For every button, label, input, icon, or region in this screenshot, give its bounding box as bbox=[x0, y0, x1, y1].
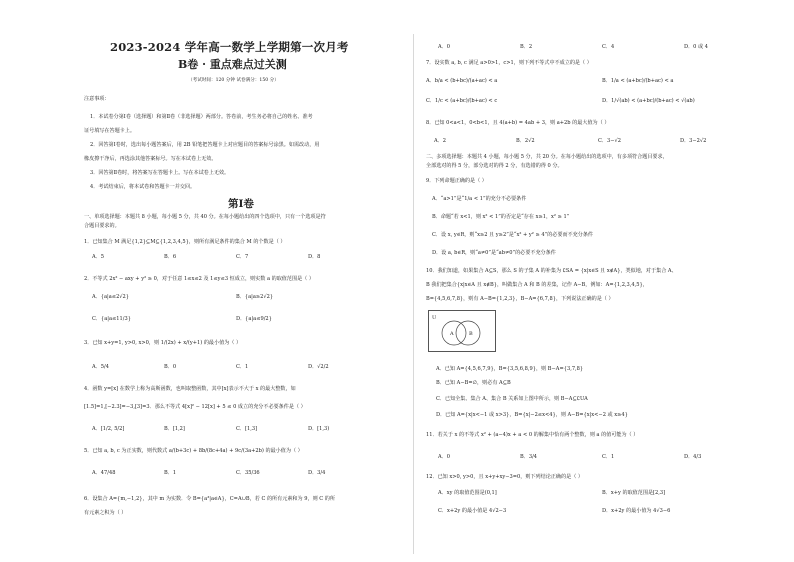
option: C．已知全集、集合 A、集合 B 关系如上图中所示，则 B−A⊆∁UA bbox=[436, 396, 588, 402]
option: B．1/a < (a+bc)/(b+ac) < a bbox=[602, 78, 674, 84]
notice-line: 2．回答第Ⅰ卷时，选出每小题答案后，用 2B 铅笔把答题卡上对应题目的答案标号涂黑。如需改动，用 bbox=[90, 142, 320, 148]
option: D．[1,3) bbox=[308, 426, 330, 432]
option: A．2 bbox=[434, 138, 447, 144]
set-b-circle bbox=[456, 321, 480, 345]
venn-diagram bbox=[428, 310, 496, 352]
notice-line: 3．回答第Ⅱ卷时，将答案写在答题卡上。写在本试卷上无效。 bbox=[90, 170, 230, 176]
question-5: 5．已知 a, b, c 为正实数，则代数式 a/(b+3c) + 8b/(8c+4a) + 9c/(3a+2b) 的最小值为（ ） bbox=[84, 448, 303, 454]
question-10: 10．我们知道，如果集合 A⊆S，那么 S 的子集 A 的补集为 ∁SA = {x|x∈S 且 x∉A}，类似地，对于集合 A、 bbox=[426, 268, 677, 274]
question-1: 1．已知集合 M 满足{1,2}⊆M⊆{1,2,3,4,5}，则所有满足条件的集合 M 的个数是（ ） bbox=[84, 239, 286, 245]
option: D．√2/2 bbox=[308, 364, 329, 370]
part-one-heading: 第Ⅰ卷 bbox=[228, 198, 254, 210]
option: A．已知 A={4,5,6,7,9}，B={3,5,6,8,9}，则 B−A={3,7,8} bbox=[436, 366, 584, 372]
notice-heading: 注意事项： bbox=[84, 96, 110, 102]
option: B．[1,2] bbox=[164, 426, 185, 432]
option: C．x+2y 的最小值是 4√2−3 bbox=[438, 508, 507, 514]
question-3: 3．已知 x+y=1, y>0, x>0，则 1/(2x) + x/(y+1) 的最小值为（ ） bbox=[84, 340, 242, 346]
question-12: 12．已知 x>0, y>0，且 x+y+xy−3=0，则下列结论正确的是（ ） bbox=[426, 474, 583, 480]
option: D．{a|a≤9/2} bbox=[236, 316, 272, 322]
option: C．1 bbox=[602, 454, 615, 460]
question-7: 7．设实数 a, b, c 满足 a>0>1，c>1，则下列不等式中不成立的是（ ） bbox=[426, 60, 592, 66]
option: C．35/36 bbox=[236, 470, 260, 476]
set-a-circle bbox=[442, 321, 466, 345]
notice-line: 4．考试结束后，将本试卷和答题卡一并交回。 bbox=[90, 184, 196, 190]
option: A．5/4 bbox=[92, 364, 109, 370]
venn-label-a: A bbox=[450, 331, 454, 337]
section-two-line: 全部选对的得 5 分，部分选对的得 2 分，有选错的得 0 分。 bbox=[426, 163, 563, 169]
question-4: 4．函数 y=[x] 在数学上称为高斯函数，也叫取整函数，其中[x]表示不大于 x 的最大整数，如 bbox=[84, 386, 296, 392]
option: B．2 bbox=[520, 44, 533, 50]
venn-label-b: B bbox=[469, 331, 473, 337]
option: D．0 或 4 bbox=[684, 44, 708, 50]
option: D．已知 A={x|x<−1 或 x>3}，B={x|−2≤x<4}，则 A−B={x|x<−2 或 x≥4} bbox=[436, 412, 628, 418]
section-two-line: 二、多项选择题：本题共 4 小题，每小题 5 分，共 20 分。在每小题给出的选项中，有多项符合题目要求， bbox=[426, 154, 668, 160]
section-one-line: 一、单项选择题：本题共 8 小题，每小题 5 分，共 40 分。在每小题给出的四个选项中，只有一个选项是符 bbox=[84, 214, 326, 220]
option: B．3/4 bbox=[520, 454, 538, 460]
option: C．[1,3] bbox=[236, 426, 258, 432]
option: D．3−2√2 bbox=[680, 138, 707, 144]
section-one-line: 合题目要求的。 bbox=[84, 223, 120, 229]
option: C．{a|a≤11/3} bbox=[92, 316, 131, 322]
option: A．47/48 bbox=[92, 470, 116, 476]
option: D．3/4 bbox=[308, 470, 326, 476]
notice-line: 证号填写在答题卡上。 bbox=[84, 128, 135, 134]
option: B．2√2 bbox=[516, 138, 535, 144]
question-11: 11．若关于 x 的不等式 x² + (a−4)x + a < 0 的解集中恰有两个整数，则 a 的值可能为（ ） bbox=[426, 432, 639, 438]
option: C．设 x, y∈R，则“x≥2 且 y≥2”是“x² + y² ≥ 4”的必要而不充分条件 bbox=[432, 232, 594, 238]
option: D．x+2y 的最小值为 4√3−6 bbox=[602, 508, 671, 514]
column-divider bbox=[413, 34, 414, 554]
option: C．4 bbox=[602, 44, 615, 50]
option: D．设 a, b∈R，则“a≠0”是“ab≠0”的必要不充分条件 bbox=[432, 250, 556, 256]
option: D．1/√(ab) < (a+bc)/(b+ac) < √(ab) bbox=[602, 98, 695, 104]
option: A．{a|a≤2√2} bbox=[92, 294, 130, 300]
question-4-cont: [1.5]=1,[−2.3]=−3,[3]=3．那么不等式 4[x]² − 12[x] + 5 ≤ 0 成立的充分不必要条件是（ ） bbox=[84, 404, 306, 410]
question-8: 8．已知 0<a<1，0<b<1，且 4(a+b) = 4ab + 3，则 a+2b 的最大值为（ ） bbox=[426, 120, 610, 126]
option: A．5 bbox=[92, 254, 105, 260]
option: C．1 bbox=[236, 364, 249, 370]
question-6-cont: 有元素之积为（ ） bbox=[84, 510, 127, 516]
question-10-cont: B 我们把集合{x|x∈A 且 x∉B}，叫做集合 A 和 B 的差集，记作 A−B，例如：A={1,2,3,4,5}， bbox=[426, 282, 648, 288]
option: A．[1/2, 5/2] bbox=[92, 426, 125, 432]
notice-line: 橡皮擦干净后，再选涂其他答案标号。写在本试卷上无效。 bbox=[84, 156, 217, 162]
option: D．4/3 bbox=[684, 454, 702, 460]
option: B．6 bbox=[164, 254, 177, 260]
question-9: 9．下列命题正确的是（ ） bbox=[426, 178, 487, 184]
exam-meta: （考试时间：120 分钟 试卷满分：150 分） bbox=[188, 78, 279, 83]
option: C．3−√2 bbox=[598, 138, 621, 144]
question-6: 6．设集合 A={m,−1,2}，其中 m 为实数．令 B={a³|a∈A}，C=A∪B，若 C 的所有元素和为 9，则 C 的所 bbox=[84, 496, 335, 502]
option: A．0 bbox=[438, 44, 451, 50]
question-10-cont: B={4,5,6,7,8}，则有 A−B={1,2,3}，B−A={6,7,8}，下列说法正确的是（ ） bbox=[426, 296, 614, 302]
option: B．0 bbox=[164, 364, 177, 370]
option: B．x+y 的取值范围是[2,3] bbox=[602, 490, 666, 496]
option: A．b/a < (b+bc)/(a+ac) < a bbox=[426, 78, 498, 84]
option: B．已知 A−B=∅，则必有 A⊆B bbox=[436, 380, 511, 386]
option: B．命题“若 x<1，则 x² < 1”的否定是“存在 x≥1，x² ≥ 1” bbox=[432, 214, 570, 220]
option: A．xy 的取值范围是(0,1] bbox=[438, 490, 497, 496]
exam-title: 2023-2024 学年高一数学上学期第一次月考 bbox=[110, 40, 349, 54]
option: D．8 bbox=[308, 254, 321, 260]
option: C．1/c < (a+bc)/(b+ac) < c bbox=[426, 98, 498, 104]
exam-subtitle: B卷 · 重点难点过关测 bbox=[178, 58, 287, 71]
venn-svg bbox=[429, 311, 495, 351]
question-2: 2．不等式 2x² − axy + y² ≥ 0，对于任意 1≤x≤2 及 1≤y≤3 恒成立，则实数 a 的取值范围是（ ） bbox=[84, 276, 314, 282]
notice-line: 1．本试卷分第Ⅰ卷（选择题）和第Ⅱ卷（非选择题）两部分。答卷前，考生务必将自己的姓名、准考 bbox=[90, 114, 313, 120]
option: A．0 bbox=[438, 454, 451, 460]
option: C．7 bbox=[236, 254, 249, 260]
venn-label-u: U bbox=[432, 315, 437, 321]
option: B．{a|a≥2√2} bbox=[236, 294, 274, 300]
option: B．1 bbox=[164, 470, 177, 476]
option: A．“a>1”是“1/a < 1”的充分不必要条件 bbox=[432, 196, 527, 202]
